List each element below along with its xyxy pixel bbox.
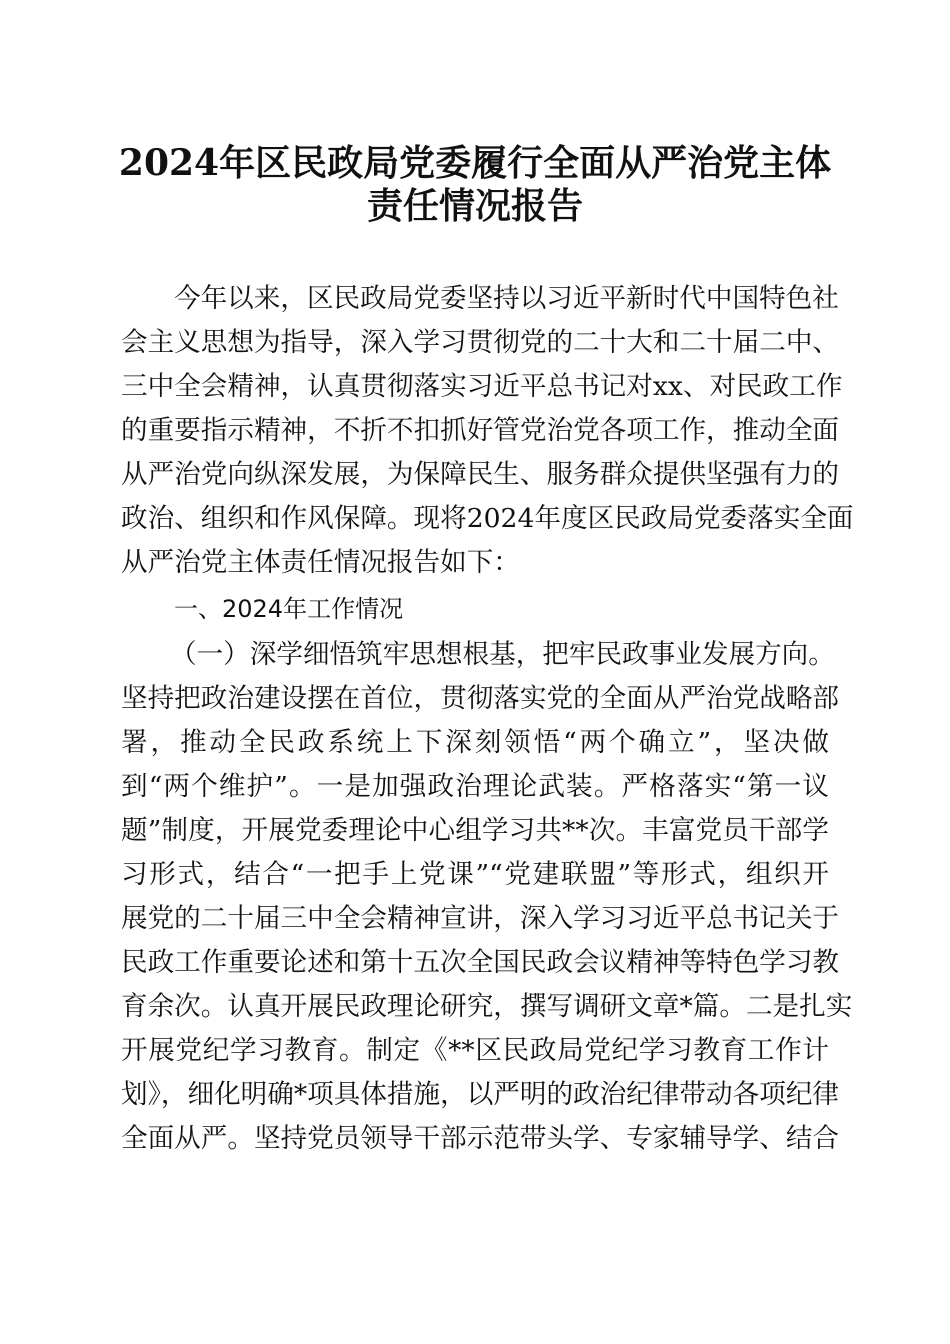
body-line: 全面从严。坚持党员领导干部示范带头学、专家辅导学、结合 (121, 1123, 840, 1154)
section-heading: 一、2024年工作情况 (174, 595, 404, 623)
intro-line: 从严治党主体责任情况报告如下： (121, 547, 520, 578)
body-line: 坚持把政治建设摆在首位，贯彻落实党的全面从严治党战略部 (121, 683, 840, 714)
body-line: 展党的二十届三中全会精神宣讲，深入学习习近平总书记关于 (121, 903, 840, 934)
intro-line: 会主义思想为指导，深入学习贯彻党的二十大和二十届二中、 (121, 327, 840, 358)
body-line: 民政工作重要论述和第十五次全国民政会议精神等特色学习教 (121, 947, 840, 978)
body-line: 署，推动全民政系统上下深刻领悟“两个确立”，坚决做 (121, 727, 829, 758)
body-line: 划》，细化明确*项具体措施，以严明的政治纪律带动各项纪律 (121, 1079, 840, 1110)
document-title-line-1: 2024年区民政局党委履行全面从严治党主体 (118, 142, 832, 184)
subsection-heading-line: （一）深学细悟筑牢思想根基，把牢民政事业发展方向。 (170, 639, 835, 670)
intro-line: 从严治党向纵深发展，为保障民生、服务群众提供坚强有力的 (121, 459, 840, 490)
document-title-line-2: 责任情况报告 (366, 185, 583, 227)
intro-line: 三中全会精神，认真贯彻落实习近平总书记对xx、对民政工作 (121, 371, 843, 402)
intro-line: 今年以来，区民政局党委坚持以习近平新时代中国特色社 (174, 283, 839, 314)
intro-line: 的重要指示精神，不折不扣抓好管党治党各项工作，推动全面 (121, 415, 840, 446)
body-line: 到“两个维护”。一是加强政治理论武装。严格落实“第一议 (121, 771, 829, 802)
body-line: 习形式，结合“一把手上党课”“党建联盟”等形式，组织开 (121, 859, 829, 890)
body-line: 开展党纪学习教育。制定《**区民政局党纪学习教育工作计 (121, 1035, 829, 1066)
body-line: 题”制度，开展党委理论中心组学习共**次。丰富党员干部学 (121, 815, 829, 846)
body-line: 育余次。认真开展民政理论研究，撰写调研文章*篇。二是扎实 (121, 991, 853, 1022)
intro-line: 政治、组织和作风保障。现将2024年度区民政局党委落实全面 (121, 503, 854, 534)
